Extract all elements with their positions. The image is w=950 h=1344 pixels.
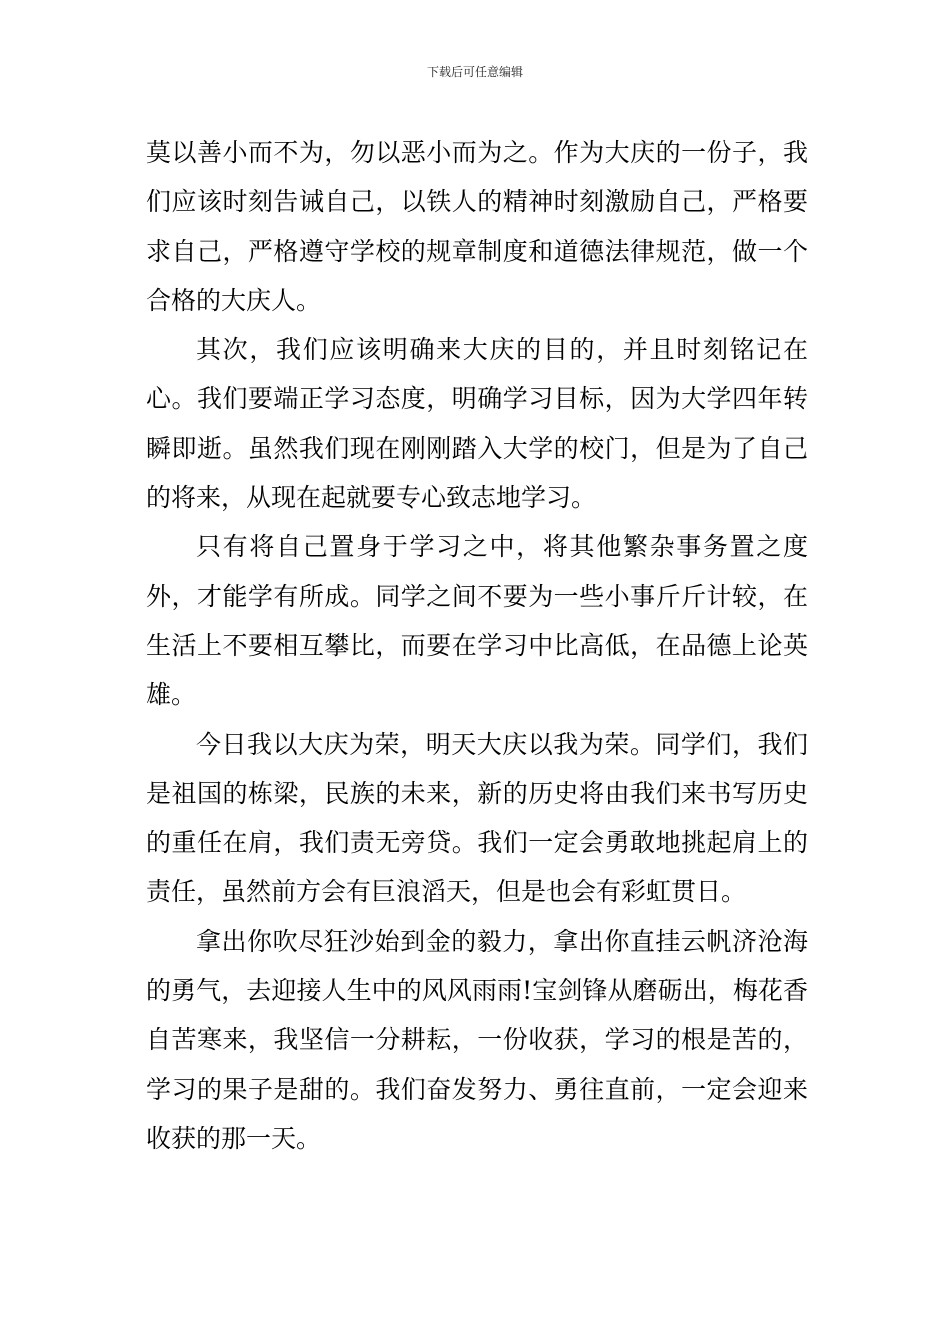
paragraph-1: 莫以善小而不为，勿以恶小而为之。作为大庆的一份子，我们应该时刻告诫自己，以铁人的精神时刻激励自己，严格要求自己，严格遵守学校的规章制度和道德法律规范，做一个合格的大庆人。 bbox=[146, 138, 808, 315]
document-body bbox=[146, 128, 808, 1163]
paragraph-4: 今日我以大庆为荣，明天大庆以我为荣。同学们，我们是祖国的栋梁，民族的未来，新的历史将由我们来书写历史的重任在肩，我们责无旁贷。我们一定会勇敢地挑起肩上的责任，虽然前方会有巨浪滔天，但是也会有彩虹贯日。 bbox=[146, 729, 808, 907]
paragraph-5: 拿出你吹尽狂沙始到金的毅力，拿出你直挂云帆济沧海的勇气，去迎接人生中的风风雨雨!宝剑锋从磨砺出，梅花香自苦寒来，我坚信一分耕耘，一份收获，学习的根是苦的，学习的果子是甜的。我们奋发努力、勇往直前，一定会迎来收获的那一天。 bbox=[146, 926, 808, 1153]
paragraph-3: 只有将自己置身于学习之中，将其他繁杂事务置之度外，才能学有所成。同学之间不要为一些小事斤斤计较，在生活上不要相互攀比，而要在学习中比高低，在品德上论英雄。 bbox=[146, 532, 808, 710]
paragraph-2: 其次，我们应该明确来大庆的目的，并且时刻铭记在心。我们要端正学习态度，明确学习目标，因为大学四年转瞬即逝。虽然我们现在刚刚踏入大学的校门，但是为了自己的将来，从现在起就要专心致志地学习。 bbox=[146, 335, 808, 513]
header-note: 下载后可任意编辑 bbox=[426, 65, 523, 79]
